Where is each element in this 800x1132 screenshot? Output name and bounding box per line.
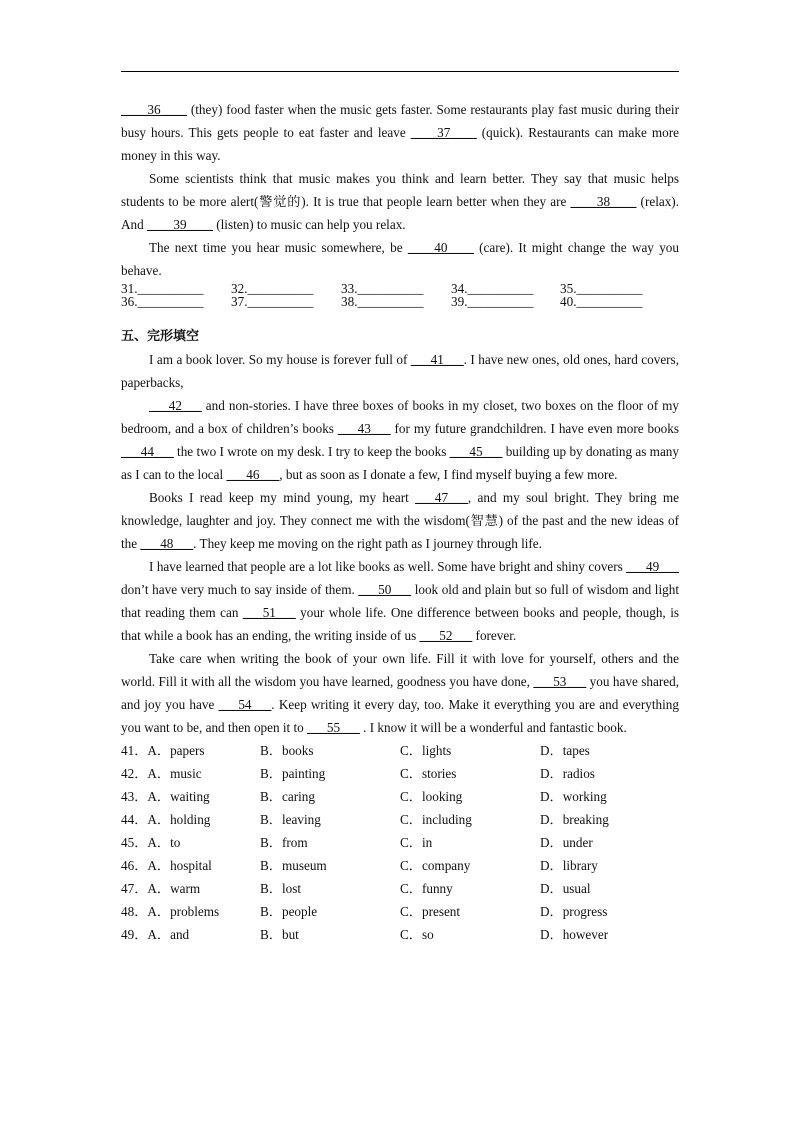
option-48-d[interactable]: D．progress xyxy=(540,904,608,919)
text: don’t have very much to say inside of them. xyxy=(121,582,359,597)
option-45-c[interactable]: C．in xyxy=(400,835,433,850)
blank-47[interactable]: ___47___ xyxy=(415,490,468,505)
answer-grid-row-2 xyxy=(121,295,679,308)
answer-35[interactable]: 35.__________ xyxy=(560,281,643,296)
options-list xyxy=(121,739,679,946)
blank-48[interactable]: ___48___ xyxy=(140,536,194,551)
option-49-a[interactable]: 49．A．and xyxy=(121,927,190,942)
option-row-47 xyxy=(121,877,679,900)
text: (care). It might change the way you behave. xyxy=(121,240,679,278)
section-5-title: 五、完形填空 xyxy=(121,329,200,344)
option-44-c[interactable]: C．including xyxy=(400,812,472,827)
text: the two I wrote on my desk. I try to keep the books xyxy=(173,444,450,459)
option-row-49 xyxy=(121,923,679,946)
option-row-48 xyxy=(121,900,679,923)
blank-49[interactable]: ___49___ xyxy=(626,559,679,574)
option-48-b[interactable]: B．people xyxy=(260,904,318,919)
option-42-a[interactable]: 42．A．music xyxy=(121,766,202,781)
cloze-paragraph-3 xyxy=(121,486,679,555)
page-content xyxy=(121,98,679,946)
text: . They keep me moving on the right path as I journey through life. xyxy=(193,536,542,551)
blank-55[interactable]: ___55___ xyxy=(307,720,360,735)
option-42-b[interactable]: B．painting xyxy=(260,766,326,781)
text: you have shared, and joy you have xyxy=(121,674,680,712)
blank-51[interactable]: ___51___ xyxy=(242,605,296,620)
header-rule xyxy=(121,71,679,72)
blank-54[interactable]: ___54___ xyxy=(218,697,272,712)
option-46-d[interactable]: D．library xyxy=(540,858,598,873)
option-45-d[interactable]: D．under xyxy=(540,835,593,850)
blank-50[interactable]: ___50___ xyxy=(358,582,412,597)
answer-37[interactable]: 37.__________ xyxy=(231,294,314,309)
option-row-44 xyxy=(121,808,679,831)
blank-38[interactable]: ____38____ xyxy=(570,194,637,209)
answer-34[interactable]: 34.__________ xyxy=(451,281,534,296)
option-41-c[interactable]: C．lights xyxy=(400,743,452,758)
option-41-a[interactable]: 41．A．papers xyxy=(121,743,205,758)
option-row-45 xyxy=(121,831,679,854)
text: Some scientists think that music makes you think and learn better. They say that music helps students to be more alert(警觉的). It is true that people learn better when they are xyxy=(121,171,679,209)
blank-46[interactable]: ___46___ xyxy=(226,467,280,482)
cloze-paragraph-2 xyxy=(121,394,679,486)
blank-37[interactable]: ____37____ xyxy=(410,125,477,140)
option-44-d[interactable]: D．breaking xyxy=(540,812,609,827)
blank-45[interactable]: ___45___ xyxy=(449,444,503,459)
cloze-paragraph-1 xyxy=(121,348,679,394)
answer-39[interactable]: 39.__________ xyxy=(451,294,534,309)
option-46-b[interactable]: B．museum xyxy=(260,858,327,873)
paragraph-38-39 xyxy=(121,167,679,236)
text: , and my soul bright. They bring me knowledge, laughter and joy. They connect me with the wisdom(智慧) of the past and the new ideas of the xyxy=(121,490,680,551)
blank-40[interactable]: ____40____ xyxy=(407,240,474,255)
text: . I have new ones, old ones, hard covers, paperbacks, xyxy=(121,352,679,390)
option-48-a[interactable]: 48．A．problems xyxy=(121,904,220,919)
text: for my future grandchildren. I have even more books xyxy=(390,421,679,436)
option-48-c[interactable]: C．present xyxy=(400,904,461,919)
option-43-d[interactable]: D．working xyxy=(540,789,607,804)
blank-39[interactable]: ____39____ xyxy=(147,217,213,232)
text: (they) food faster when the music gets faster. Some restaurants play fast music during their busy hours. This gets people to eat faster and leave xyxy=(121,102,679,140)
blank-52[interactable]: ___52___ xyxy=(419,628,473,643)
option-47-a[interactable]: 47．A．warm xyxy=(121,881,201,896)
option-43-a[interactable]: 43．A．waiting xyxy=(121,789,210,804)
answer-33[interactable]: 33.__________ xyxy=(341,281,424,296)
answer-31[interactable]: 31.__________ xyxy=(121,281,204,296)
paragraph-36-37 xyxy=(121,98,679,167)
blank-53[interactable]: ___53___ xyxy=(533,674,587,689)
option-43-c[interactable]: C．looking xyxy=(400,789,463,804)
option-49-c[interactable]: C．so xyxy=(400,927,434,942)
text: I am a book lover. So my house is forever full of xyxy=(149,352,411,367)
answer-40[interactable]: 40.__________ xyxy=(560,294,643,309)
option-44-b[interactable]: B．leaving xyxy=(260,812,321,827)
option-46-c[interactable]: C．company xyxy=(400,858,471,873)
answer-38[interactable]: 38.__________ xyxy=(341,294,424,309)
option-45-a[interactable]: 45．A．to xyxy=(121,835,181,850)
text: Take care when writing the book of your own life. Fill it with love for yourself, others and the world. Fill it with all the wisdom you have learned, goodness you have done, xyxy=(121,651,679,689)
option-row-46 xyxy=(121,854,679,877)
answer-36[interactable]: 36.__________ xyxy=(121,294,204,309)
text: (quick). Restaurants can make more money in this way. xyxy=(121,125,679,163)
text: (listen) to music can help you relax. xyxy=(212,217,406,232)
option-49-d[interactable]: D．however xyxy=(540,927,609,942)
option-46-a[interactable]: 46．A．hospital xyxy=(121,858,212,873)
text: , but as soon as I donate a few, I find myself buying a few more. xyxy=(279,467,618,482)
option-42-c[interactable]: C．stories xyxy=(400,766,457,781)
option-41-b[interactable]: B．books xyxy=(260,743,314,758)
text: look old and plain but so full of wisdom and light that reading them can xyxy=(121,582,679,620)
option-45-b[interactable]: B．from xyxy=(260,835,308,850)
option-44-a[interactable]: 44．A．holding xyxy=(121,812,211,827)
paragraph-40 xyxy=(121,236,679,282)
option-41-d[interactable]: D．tapes xyxy=(540,743,590,758)
cloze-paragraph-5 xyxy=(121,647,679,739)
cloze-paragraph-4 xyxy=(121,555,679,647)
blank-43[interactable]: ___43___ xyxy=(337,421,391,436)
option-42-d[interactable]: D．radios xyxy=(540,766,595,781)
blank-44[interactable]: ___44___ xyxy=(121,444,174,459)
text: The next time you hear music somewhere, be xyxy=(149,240,408,255)
blank-41[interactable]: ___41___ xyxy=(410,352,464,367)
option-47-c[interactable]: C．funny xyxy=(400,881,453,896)
answer-32[interactable]: 32.__________ xyxy=(231,281,314,296)
text: Books I read keep my mind young, my heart xyxy=(149,490,416,505)
blank-36[interactable]: ____36____ xyxy=(121,102,187,117)
option-43-b[interactable]: B．caring xyxy=(260,789,315,804)
text: building up by donating as many as I can to the local xyxy=(121,444,679,482)
text: your whole life. One difference between books and people, though, is that while a book has an ending, the writing inside of us xyxy=(121,605,679,643)
text: . Keep writing it every day, too. Make it everything you are and everything you want to be, and then open it to xyxy=(121,697,679,735)
option-47-d[interactable]: D．usual xyxy=(540,881,591,896)
option-row-43 xyxy=(121,785,679,808)
option-49-b[interactable]: B．but xyxy=(260,927,299,942)
blank-42[interactable]: ___42___ xyxy=(149,398,202,413)
text: and non-stories. I have three boxes of books in my closet, two boxes on the floor of my bedroom, and a box of children’s books xyxy=(121,398,679,436)
option-row-42 xyxy=(121,762,679,785)
text: I have learned that people are a lot like books as well. Some have bright and shiny covers xyxy=(149,559,627,574)
text: (relax). And xyxy=(121,194,679,232)
option-47-b[interactable]: B．lost xyxy=(260,881,302,896)
text: . I know it will be a wonderful and fantastic book. xyxy=(359,720,627,735)
option-row-41 xyxy=(121,739,679,762)
text: forever. xyxy=(472,628,517,643)
